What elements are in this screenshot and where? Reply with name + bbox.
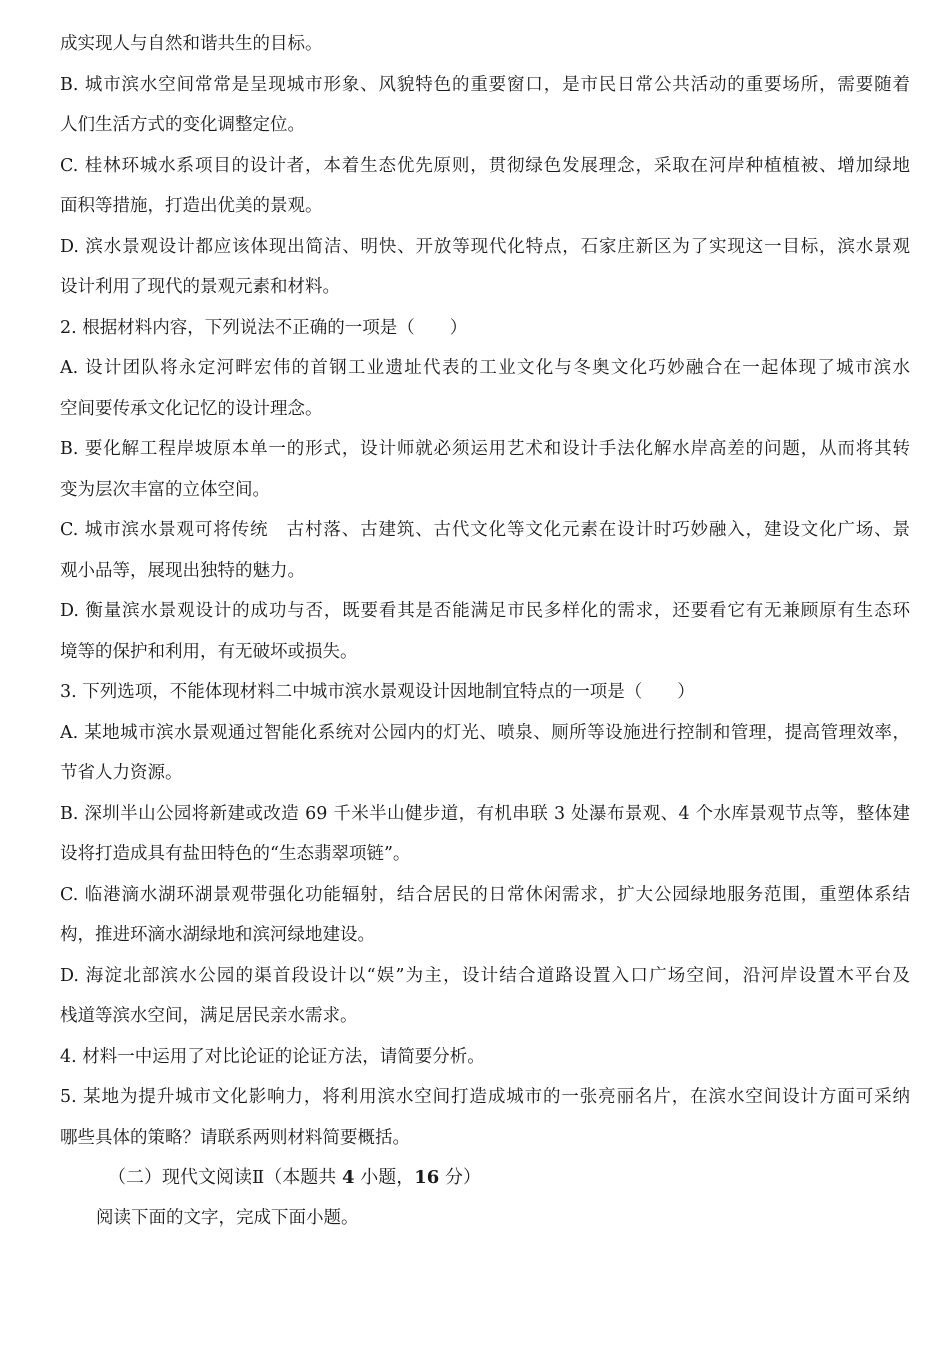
text-line: B. 城市滨水空间常常是呈现城市形象、风貌特色的重要窗口，是市民日常公共活动的重要场所，需要随着 <box>60 74 910 95</box>
question-text-block <box>60 24 910 1158</box>
text-line: A. 设计团队将永定河畔宏伟的首钢工业遗址代表的工业文化与冬奥文化巧妙融合在一起体现了城市滨水 <box>60 358 910 378</box>
text-line: 3. 下列选项，不能体现材料二中城市滨水景观设计因地制宜特点的一项是（ ） <box>60 682 695 702</box>
section-heading-prefix: （二）现代文阅读Ⅱ（本题共 <box>108 1167 342 1188</box>
text-line: D. 海淀北部滨水公园的渠首段设计以“娱”为主，设计结合道路设置入口广场空间，沿河岸设置木平台及 <box>60 965 910 986</box>
text-line: 5. 某地为提升城市文化影响力，将利用滨水空间打造成城市的一张亮丽名片，在滨水空间设计方面可采纳 <box>60 1087 910 1107</box>
text-line: B. 要化解工程岸坡原本单一的形式，设计师就必须运用艺术和设计手法化解水岸高差的问题，从而将其转 <box>60 439 910 459</box>
text-line: 面积等措施，打造出优美的景观。 <box>60 196 323 216</box>
text-line: D. 滨水景观设计都应该体现出简洁、明快、开放等现代化特点，石家庄新区为了实现这一目标，滨水景观 <box>60 236 910 257</box>
text-line: A. 某地城市滨水景观通过智能化系统对公园内的灯光、喷泉、厕所等设施进行控制和管理，提高管理效率， <box>60 722 910 743</box>
text-line: B. 深圳半山公园将新建或改造 69 千米半山健步道，有机串联 3 处瀑布景观、4 个水库景观节点等，整体建 <box>60 803 910 824</box>
text-line: 境等的保护和利用，有无破坏或损失。 <box>60 641 358 662</box>
text-line: 2. 根据材料内容，下列说法不正确的一项是（ ） <box>60 317 468 338</box>
text-line: 空间要传承文化记忆的设计理念。 <box>60 398 323 419</box>
text-line: C. 临港滴水湖环湖景观带强化功能辐射，结合居民的日常休闲需求，扩大公园绿地服务范围，重塑体系结 <box>60 884 910 905</box>
text-line: 成实现人与自然和谐共生的目标。 <box>60 34 323 54</box>
text-line: D. 衡量滨水景观设计的成功与否，既要看其是否能满足市民多样化的需求，还要看它有无兼顾原有生态环 <box>60 601 910 621</box>
section-heading <box>60 1158 910 1198</box>
section-heading-middle: 小题， <box>354 1167 415 1188</box>
text-line: C. 城市滨水景观可将传统 古村落、古建筑、古代文化等文化元素在设计时巧妙融入，建设文化广场、景 <box>60 520 910 540</box>
reading-instruction: 阅读下面的文字，完成下面小题。 <box>96 1208 359 1228</box>
section-heading-suffix: 分） <box>439 1167 482 1188</box>
text-line: 人们生活方式的变化调整定位。 <box>60 115 305 135</box>
text-line: C. 桂林环城水系项目的设计者，本着生态优先原则，贯彻绿色发展理念，采取在河岸种植植被、增加绿地 <box>60 155 910 176</box>
section-points: 16 <box>414 1167 440 1188</box>
text-line: 观小品等，展现出独特的魅力。 <box>60 560 305 581</box>
text-line: 构，推进环滴水湖绿地和滨河绿地建设。 <box>60 925 375 945</box>
text-line: 哪些具体的策略？请联系两则材料简要概括。 <box>60 1127 410 1148</box>
text-line: 设计利用了现代的景观元素和材料。 <box>60 277 340 297</box>
section-question-count: 4 <box>341 1167 355 1188</box>
text-line: 节省人力资源。 <box>60 763 183 783</box>
text-line: 4. 材料一中运用了对比论证的论证方法，请简要分析。 <box>60 1046 485 1067</box>
text-line: 变为层次丰富的立体空间。 <box>60 479 270 500</box>
text-line: 设将打造成具有盐田特色的“生态翡翠项链”。 <box>60 844 411 864</box>
exam-content <box>60 24 910 1238</box>
text-line: 栈道等滨水空间，满足居民亲水需求。 <box>60 1006 358 1026</box>
